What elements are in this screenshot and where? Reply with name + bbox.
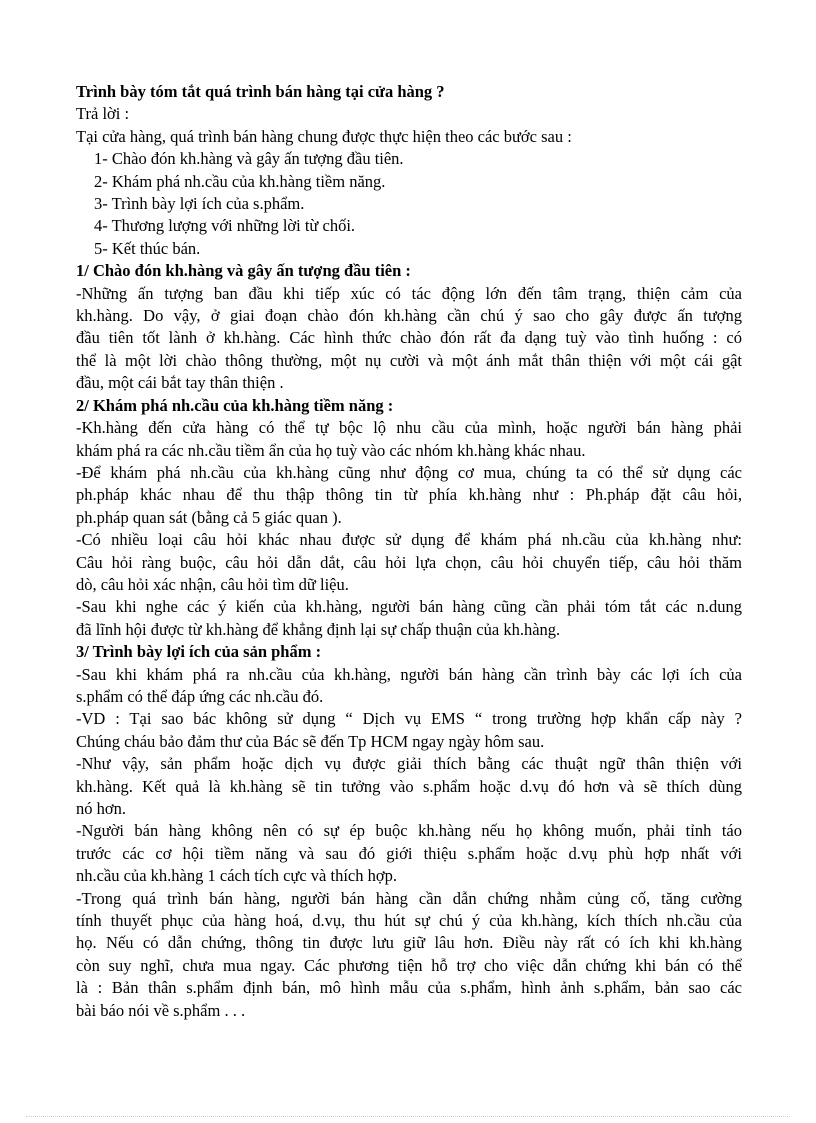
- paragraph-line: -Người bán hàng không nên có sự ép buộc kh.hàng nếu họ không muốn, phải tỉnh táo: [76, 821, 742, 841]
- paragraph-line: -Sau khi khám phá ra nh.cầu của kh.hàng, người bán hàng cần trình bày các lợi ích của: [76, 664, 742, 684]
- paragraph-line: Chúng cháu bảo đảm thư của Bác sẽ đến Tp HCM ngay ngày hôm sau.: [76, 731, 545, 751]
- paragraph-line: ph.pháp quan sát (bằng cả 5 giác quan ).: [76, 507, 342, 527]
- paragraph-line: là : Bản thân s.phẩm định bán, mô hình mẫu của s.phẩm, hình ảnh s.phẩm, bản sao các: [76, 978, 742, 998]
- paragraph-line: -VD : Tại sao bác không sử dụng “ Dịch vụ EMS “ trong trường hợp khẩn cấp này ?: [76, 709, 742, 729]
- section-1-heading: 1/ Chào đón kh.hàng và gây ấn tượng đầu tiên :: [76, 261, 411, 281]
- paragraph-line: s.phẩm có thể đáp ứng các nh.cầu đó.: [76, 686, 324, 706]
- list-item: 1- Chào đón kh.hàng và gây ấn tượng đầu tiên.: [94, 149, 404, 169]
- list-item: 2- Khám phá nh.cầu của kh.hàng tiềm năng.: [94, 171, 386, 191]
- section-2-heading: 2/ Khám phá nh.cầu của kh.hàng tiềm năng :: [76, 395, 394, 415]
- paragraph-line: tính thuyết phục của hàng hoá, d.vụ, thu hút sự chú ý của kh.hàng, kích thích nh.cầu của: [76, 911, 742, 931]
- paragraph-line: còn suy nghĩ, chưa mua ngay. Các phương tiện hỗ trợ cho việc dẫn chứng khi bán có thể: [76, 955, 742, 975]
- paragraph-line: -Sau khi nghe các ý kiến của kh.hàng, người bán hàng cũng cần phải tóm tắt các n.dung: [76, 597, 742, 617]
- paragraph-line: -Có nhiều loại câu hỏi khác nhau được sử dụng để khám phá nh.cầu của kh.hàng như:: [76, 530, 742, 550]
- steps-list: [76, 148, 742, 260]
- page-bottom-divider: [26, 1116, 790, 1117]
- paragraph-line: Câu hỏi ràng buộc, câu hỏi dẫn dắt, câu hỏi lựa chọn, câu hỏi chuyển tiếp, câu hỏi thăm: [76, 552, 742, 572]
- paragraph-line: -Kh.hàng đến cửa hàng có thể tự bộc lộ nhu cầu của mình, hoặc người bán hàng phải: [76, 418, 742, 438]
- paragraph-line: -Trong quá trình bán hàng, người bán hàng cần dẫn chứng nhằm củng cố, tăng cường: [76, 888, 742, 908]
- paragraph-line: đã lĩnh hội được từ kh.hàng để khẳng định lại sự chấp thuận của kh.hàng.: [76, 619, 561, 639]
- paragraph-line: -Những ấn tượng ban đầu khi tiếp xúc có tác động lớn đến tâm trạng, thiện cảm của: [76, 283, 742, 303]
- paragraph-line: trước các cơ hội tiềm năng và sau đó giới thiệu s.phẩm hoặc d.vụ phù hợp nhất với: [76, 843, 742, 863]
- list-item: 4- Thương lượng với những lời từ chối.: [94, 216, 356, 236]
- paragraph-line: nh.cầu của kh.hàng 1 cách tích cực và thích hợp.: [76, 866, 397, 886]
- answer-label: Trả lời :: [76, 104, 130, 124]
- paragraph-line: nó hơn.: [76, 799, 126, 818]
- paragraph-line: -Để khám phá nh.cầu của kh.hàng cũng như động cơ mua, chúng ta có thể sử dụng các: [76, 462, 742, 482]
- paragraph-line: khám phá ra các nh.cầu tiềm ẩn của họ tuỳ vào các nhóm kh.hàng khác nhau.: [76, 440, 586, 460]
- paragraph-line: họ. Nếu có dẫn chứng, thông tin được lưu giữ lâu hơn. Điều này rất có ích khi kh.hàng: [76, 933, 742, 953]
- paragraph-line: ph.pháp khác nhau để thu thập thông tin từ phía kh.hàng như : Ph.pháp đặt câu hỏi,: [76, 485, 742, 505]
- paragraph-line: dò, câu hỏi xác nhận, câu hỏi tìm dữ liệu.: [76, 574, 349, 594]
- document-title: Trình bày tóm tắt quá trình bán hàng tại cửa hàng ?: [76, 82, 445, 101]
- paragraph-line: -Như vậy, sản phẩm hoặc dịch vụ được giải thích bằng các thuật ngữ thân thiện với: [76, 754, 742, 774]
- document-page: [76, 81, 742, 1022]
- paragraph-line: kh.hàng. Kết quả là kh.hàng sẽ tin tưởng vào s.phẩm hoặc d.vụ đó hơn và sẽ thích dùng: [76, 776, 742, 796]
- paragraph-line: bài báo nói về s.phẩm . . .: [76, 1000, 246, 1020]
- paragraph-line: kh.hàng. Do vậy, ở giai đoạn chào đón kh.hàng cần chú ý sao cho gây được ấn tượng: [76, 306, 742, 326]
- list-item: 5- Kết thúc bán.: [94, 238, 201, 258]
- list-item: 3- Trình bày lợi ích của s.phẩm.: [94, 194, 305, 214]
- section-3-heading: 3/ Trình bày lợi ích của sản phẩm :: [76, 642, 322, 662]
- paragraph-line: đầu tiên tốt lành ở kh.hàng. Các hình thức chào đón rất đa dạng tuỳ vào tình huống : có: [76, 328, 742, 348]
- paragraph-line: đầu, một cái bắt tay thân thiện .: [76, 373, 284, 393]
- intro-text: Tại cửa hàng, quá trình bán hàng chung được thực hiện theo các bước sau :: [76, 126, 572, 146]
- paragraph-line: thể là một lời chào thông thường, một nụ cười và một ánh mắt thân thiện với một cái gật: [76, 350, 742, 370]
